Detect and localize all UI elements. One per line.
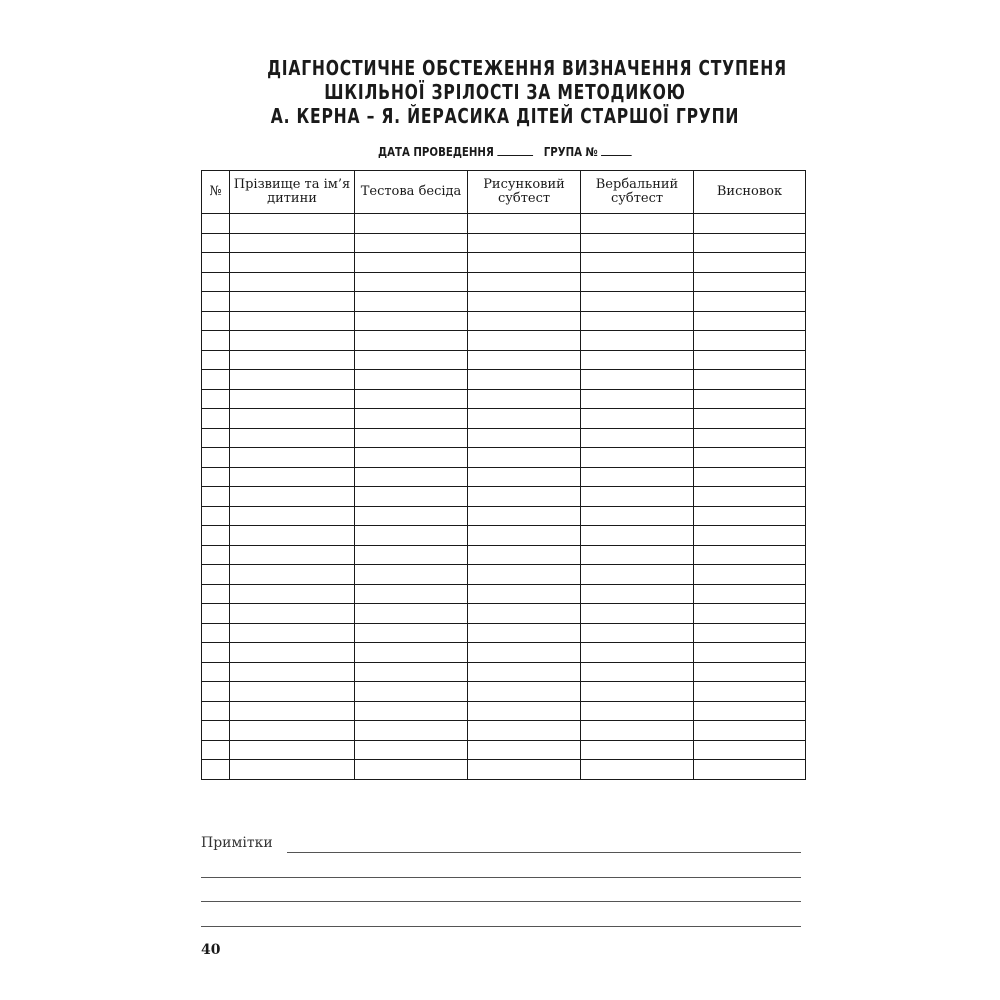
cell-number[interactable] [202, 643, 230, 663]
cell-child-name[interactable] [230, 506, 355, 526]
title-line-3: А. КЕРНА – Я. ЙЕРАСИКА ДІТЕЙ СТАРШОЇ ГРУПИ [270, 104, 740, 128]
cell-drawing-subtest[interactable] [468, 370, 581, 390]
cell-test-conversation[interactable] [355, 487, 468, 507]
cell-test-conversation[interactable] [355, 370, 468, 390]
cell-test-conversation[interactable] [355, 662, 468, 682]
cell-conclusion[interactable] [694, 428, 806, 448]
cell-conclusion[interactable] [694, 292, 806, 312]
cell-drawing-subtest[interactable] [468, 487, 581, 507]
cell-number[interactable] [202, 331, 230, 351]
notes-line[interactable] [201, 901, 801, 902]
cell-child-name[interactable] [230, 467, 355, 487]
cell-drawing-subtest[interactable] [468, 682, 581, 702]
cell-test-conversation[interactable] [355, 623, 468, 643]
cell-conclusion[interactable] [694, 643, 806, 663]
cell-verbal-subtest[interactable] [581, 487, 694, 507]
cell-child-name[interactable] [230, 292, 355, 312]
cell-test-conversation[interactable] [355, 565, 468, 585]
cell-verbal-subtest[interactable] [581, 311, 694, 331]
header-conclusion: Висновок [694, 171, 806, 214]
cell-verbal-subtest[interactable] [581, 740, 694, 760]
cell-conclusion[interactable] [694, 311, 806, 331]
cell-drawing-subtest[interactable] [468, 409, 581, 429]
cell-test-conversation[interactable] [355, 292, 468, 312]
page-title [267, 56, 787, 128]
cell-test-conversation[interactable] [355, 467, 468, 487]
cell-drawing-subtest[interactable] [468, 506, 581, 526]
cell-drawing-subtest[interactable] [468, 643, 581, 663]
cell-conclusion[interactable] [694, 214, 806, 234]
cell-conclusion[interactable] [694, 409, 806, 429]
cell-test-conversation[interactable] [355, 506, 468, 526]
cell-number[interactable] [202, 272, 230, 292]
cell-child-name[interactable] [230, 740, 355, 760]
cell-number[interactable] [202, 721, 230, 741]
cell-number[interactable] [202, 428, 230, 448]
cell-test-conversation[interactable] [355, 526, 468, 546]
header-drawing-subtest: Рисунковий субтест [468, 171, 581, 214]
cell-verbal-subtest[interactable] [581, 214, 694, 234]
header-verbal-subtest: Вербальний субтест [581, 171, 694, 214]
table-row [202, 331, 806, 351]
date-blank[interactable] [497, 145, 533, 156]
notes-label: Примітки [201, 835, 273, 851]
cell-drawing-subtest[interactable] [468, 331, 581, 351]
table-row [202, 623, 806, 643]
title-line-2: ШКІЛЬНОЇ ЗРІЛОСТІ ЗА МЕТОДИКОЮ [324, 80, 686, 104]
cell-conclusion[interactable] [694, 721, 806, 741]
cell-drawing-subtest[interactable] [468, 311, 581, 331]
cell-drawing-subtest[interactable] [468, 584, 581, 604]
cell-child-name[interactable] [230, 623, 355, 643]
cell-child-name[interactable] [230, 214, 355, 234]
cell-test-conversation[interactable] [355, 233, 468, 253]
cell-conclusion[interactable] [694, 740, 806, 760]
cell-verbal-subtest[interactable] [581, 760, 694, 780]
cell-verbal-subtest[interactable] [581, 506, 694, 526]
cell-child-name[interactable] [230, 584, 355, 604]
cell-drawing-subtest[interactable] [468, 214, 581, 234]
cell-conclusion[interactable] [694, 604, 806, 624]
cell-verbal-subtest[interactable] [581, 701, 694, 721]
table-row [202, 272, 806, 292]
cell-child-name[interactable] [230, 760, 355, 780]
notes-line[interactable] [201, 926, 801, 927]
cell-number[interactable] [202, 760, 230, 780]
table-row [202, 214, 806, 234]
table-row [202, 350, 806, 370]
cell-test-conversation[interactable] [355, 682, 468, 702]
cell-verbal-subtest[interactable] [581, 623, 694, 643]
table-row [202, 682, 806, 702]
cell-conclusion[interactable] [694, 526, 806, 546]
cell-child-name[interactable] [230, 565, 355, 585]
cell-number[interactable] [202, 233, 230, 253]
cell-drawing-subtest[interactable] [468, 448, 581, 468]
cell-test-conversation[interactable] [355, 721, 468, 741]
cell-number[interactable] [202, 545, 230, 565]
cell-number[interactable] [202, 389, 230, 409]
cell-test-conversation[interactable] [355, 389, 468, 409]
page-number: 40 [201, 942, 221, 958]
cell-verbal-subtest[interactable] [581, 662, 694, 682]
cell-conclusion[interactable] [694, 623, 806, 643]
cell-conclusion[interactable] [694, 760, 806, 780]
cell-verbal-subtest[interactable] [581, 526, 694, 546]
cell-conclusion[interactable] [694, 272, 806, 292]
table-row [202, 506, 806, 526]
cell-verbal-subtest[interactable] [581, 467, 694, 487]
cell-child-name[interactable] [230, 662, 355, 682]
cell-number[interactable] [202, 370, 230, 390]
cell-number[interactable] [202, 350, 230, 370]
table-row [202, 311, 806, 331]
table-row [202, 428, 806, 448]
header-test-conversation: Тестова бесіда [355, 171, 468, 214]
cell-test-conversation[interactable] [355, 311, 468, 331]
group-blank[interactable] [601, 145, 632, 156]
cell-child-name[interactable] [230, 331, 355, 351]
cell-verbal-subtest[interactable] [581, 292, 694, 312]
cell-verbal-subtest[interactable] [581, 448, 694, 468]
cell-verbal-subtest[interactable] [581, 643, 694, 663]
cell-number[interactable] [202, 467, 230, 487]
cell-number[interactable] [202, 662, 230, 682]
cell-child-name[interactable] [230, 253, 355, 273]
cell-number[interactable] [202, 740, 230, 760]
table-row [202, 701, 806, 721]
cell-verbal-subtest[interactable] [581, 682, 694, 702]
cell-child-name[interactable] [230, 428, 355, 448]
table-row [202, 467, 806, 487]
cell-test-conversation[interactable] [355, 584, 468, 604]
table-body [202, 214, 806, 780]
cell-test-conversation[interactable] [355, 740, 468, 760]
cell-conclusion[interactable] [694, 331, 806, 351]
cell-verbal-subtest[interactable] [581, 565, 694, 585]
cell-verbal-subtest[interactable] [581, 331, 694, 351]
cell-test-conversation[interactable] [355, 331, 468, 351]
cell-test-conversation[interactable] [355, 604, 468, 624]
cell-number[interactable] [202, 584, 230, 604]
cell-conclusion[interactable] [694, 233, 806, 253]
cell-child-name[interactable] [230, 643, 355, 663]
cell-drawing-subtest[interactable] [468, 545, 581, 565]
table-row [202, 662, 806, 682]
cell-child-name[interactable] [230, 682, 355, 702]
cell-child-name[interactable] [230, 487, 355, 507]
cell-number[interactable] [202, 604, 230, 624]
cell-number[interactable] [202, 623, 230, 643]
cell-conclusion[interactable] [694, 682, 806, 702]
table-row [202, 545, 806, 565]
cell-drawing-subtest[interactable] [468, 253, 581, 273]
cell-child-name[interactable] [230, 701, 355, 721]
cell-child-name[interactable] [230, 721, 355, 741]
cell-test-conversation[interactable] [355, 409, 468, 429]
cell-child-name[interactable] [230, 448, 355, 468]
notes-line[interactable] [287, 852, 801, 853]
cell-drawing-subtest[interactable] [468, 272, 581, 292]
cell-drawing-subtest[interactable] [468, 467, 581, 487]
cell-test-conversation[interactable] [355, 643, 468, 663]
cell-number[interactable] [202, 311, 230, 331]
cell-drawing-subtest[interactable] [468, 701, 581, 721]
cell-verbal-subtest[interactable] [581, 721, 694, 741]
cell-drawing-subtest[interactable] [468, 604, 581, 624]
table-row [202, 565, 806, 585]
group-label: ГРУПА № [543, 145, 598, 159]
cell-verbal-subtest[interactable] [581, 604, 694, 624]
header-number: № [202, 171, 230, 214]
cell-verbal-subtest[interactable] [581, 428, 694, 448]
table-row [202, 448, 806, 468]
cell-conclusion[interactable] [694, 584, 806, 604]
cell-conclusion[interactable] [694, 701, 806, 721]
cell-number[interactable] [202, 409, 230, 429]
cell-conclusion[interactable] [694, 448, 806, 468]
cell-verbal-subtest[interactable] [581, 233, 694, 253]
cell-verbal-subtest[interactable] [581, 389, 694, 409]
cell-verbal-subtest[interactable] [581, 253, 694, 273]
cell-number[interactable] [202, 487, 230, 507]
table-row [202, 643, 806, 663]
cell-child-name[interactable] [230, 350, 355, 370]
table-row [202, 389, 806, 409]
cell-child-name[interactable] [230, 545, 355, 565]
cell-verbal-subtest[interactable] [581, 545, 694, 565]
cell-verbal-subtest[interactable] [581, 350, 694, 370]
cell-verbal-subtest[interactable] [581, 272, 694, 292]
table-row [202, 604, 806, 624]
cell-child-name[interactable] [230, 272, 355, 292]
cell-conclusion[interactable] [694, 389, 806, 409]
header-child-name: Прізвище та ім’я дитини [230, 171, 355, 214]
cell-test-conversation[interactable] [355, 272, 468, 292]
cell-conclusion[interactable] [694, 467, 806, 487]
cell-drawing-subtest[interactable] [468, 233, 581, 253]
cell-number[interactable] [202, 214, 230, 234]
cell-test-conversation[interactable] [355, 428, 468, 448]
cell-number[interactable] [202, 682, 230, 702]
notes-line[interactable] [201, 877, 801, 878]
cell-conclusion[interactable] [694, 350, 806, 370]
cell-test-conversation[interactable] [355, 253, 468, 273]
title-line-1: ДІАГНОСТИЧНЕ ОБСТЕЖЕННЯ ВИЗНАЧЕННЯ СТУПЕНЯ [267, 56, 787, 80]
cell-child-name[interactable] [230, 233, 355, 253]
table-row [202, 370, 806, 390]
table-row [202, 253, 806, 273]
cell-number[interactable] [202, 565, 230, 585]
table-row [202, 740, 806, 760]
cell-verbal-subtest[interactable] [581, 370, 694, 390]
cell-number[interactable] [202, 701, 230, 721]
cell-number[interactable] [202, 448, 230, 468]
cell-conclusion[interactable] [694, 545, 806, 565]
cell-verbal-subtest[interactable] [581, 409, 694, 429]
table-row [202, 526, 806, 546]
cell-test-conversation[interactable] [355, 350, 468, 370]
cell-child-name[interactable] [230, 409, 355, 429]
cell-drawing-subtest[interactable] [468, 565, 581, 585]
cell-number[interactable] [202, 506, 230, 526]
table-row [202, 409, 806, 429]
table-header-row [202, 171, 806, 214]
cell-conclusion[interactable] [694, 506, 806, 526]
cell-drawing-subtest[interactable] [468, 292, 581, 312]
cell-test-conversation[interactable] [355, 448, 468, 468]
cell-drawing-subtest[interactable] [468, 389, 581, 409]
cell-conclusion[interactable] [694, 253, 806, 273]
cell-drawing-subtest[interactable] [468, 662, 581, 682]
date-label: ДАТА ПРОВЕДЕННЯ [378, 145, 494, 159]
cell-test-conversation[interactable] [355, 760, 468, 780]
cell-test-conversation[interactable] [355, 545, 468, 565]
cell-conclusion[interactable] [694, 662, 806, 682]
cell-test-conversation[interactable] [355, 214, 468, 234]
cell-test-conversation[interactable] [355, 701, 468, 721]
table-row [202, 760, 806, 780]
cell-conclusion[interactable] [694, 487, 806, 507]
table-row [202, 721, 806, 741]
table-row [202, 233, 806, 253]
assessment-table [201, 170, 806, 780]
cell-child-name[interactable] [230, 370, 355, 390]
cell-drawing-subtest[interactable] [468, 740, 581, 760]
cell-child-name[interactable] [230, 389, 355, 409]
cell-verbal-subtest[interactable] [581, 584, 694, 604]
cell-drawing-subtest[interactable] [468, 526, 581, 546]
table-row [202, 292, 806, 312]
cell-child-name[interactable] [230, 526, 355, 546]
cell-number[interactable] [202, 253, 230, 273]
cell-conclusion[interactable] [694, 565, 806, 585]
cell-child-name[interactable] [230, 604, 355, 624]
cell-drawing-subtest[interactable] [468, 350, 581, 370]
cell-drawing-subtest[interactable] [468, 623, 581, 643]
cell-drawing-subtest[interactable] [468, 721, 581, 741]
cell-conclusion[interactable] [694, 370, 806, 390]
cell-drawing-subtest[interactable] [468, 760, 581, 780]
cell-child-name[interactable] [230, 311, 355, 331]
table-row [202, 584, 806, 604]
table-row [202, 487, 806, 507]
date-group-line [246, 144, 765, 160]
cell-number[interactable] [202, 526, 230, 546]
cell-drawing-subtest[interactable] [468, 428, 581, 448]
cell-number[interactable] [202, 292, 230, 312]
